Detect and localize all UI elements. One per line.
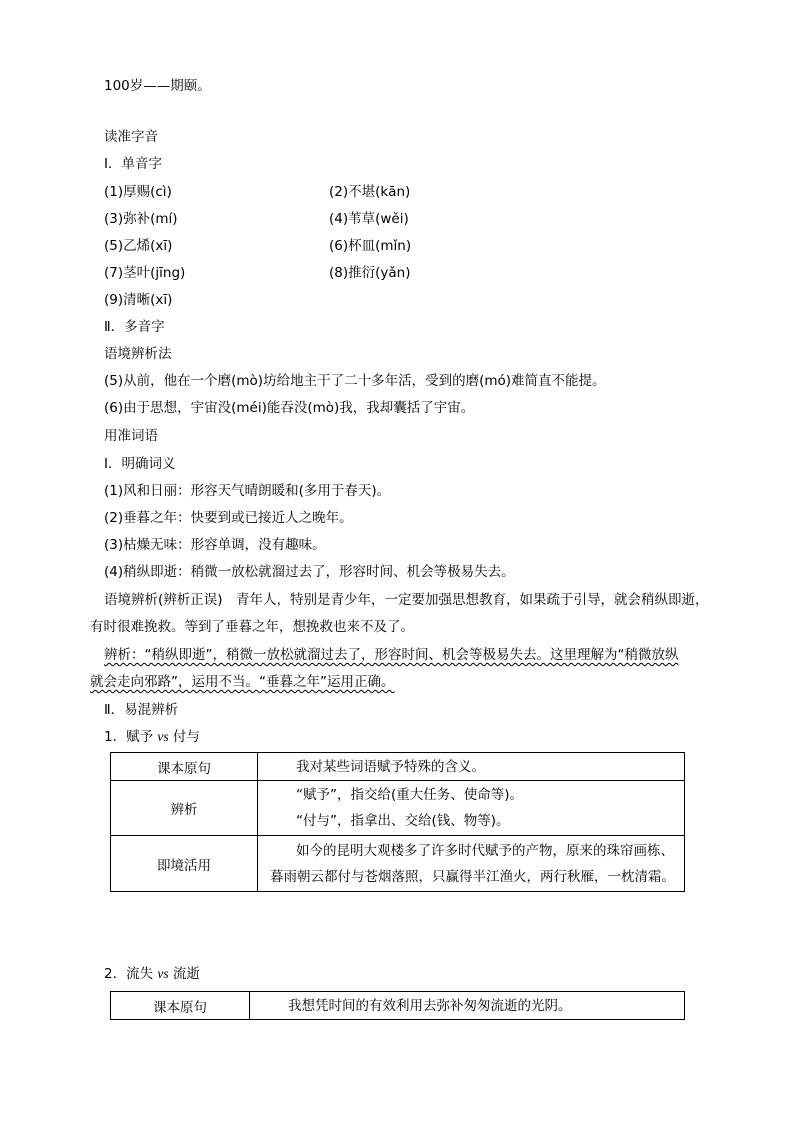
pair-title-b: 流逝 bbox=[168, 966, 200, 982]
section-words-heading: 用准词语 bbox=[104, 428, 158, 444]
pair-title bbox=[104, 728, 200, 746]
context-exercise-line: 有时很难挽救。等到了垂暮之年，想挽救也来不及了。 bbox=[90, 619, 414, 635]
meaning-item: (3)枯燥无味：形容单调，没有趣味。 bbox=[104, 537, 326, 553]
meaning-item: (2)垂暮之年：快要到或已接近人之晚年。 bbox=[104, 510, 353, 526]
analysis-line bbox=[90, 673, 394, 691]
pair-title-a: 1．赋予 bbox=[104, 729, 158, 745]
comparison-table-1 bbox=[110, 752, 685, 892]
vs-label: vs bbox=[157, 729, 169, 744]
section-pronunciation-heading: 读准字音 bbox=[104, 129, 158, 145]
cell-text: 如今的昆明大观楼多了许多时代赋予的产物，原来的珠帘画栋、 bbox=[296, 842, 674, 859]
cell-text: “赋予”，指交给(重大任务、使命等)。 bbox=[296, 787, 524, 803]
single-char-heading: Ⅰ．单音字 bbox=[104, 156, 162, 172]
cell-text: 我想凭时间的有效利用去弥补匆匆流逝的光阴。 bbox=[288, 997, 572, 1014]
table-content-cell bbox=[258, 836, 685, 892]
table-content-cell bbox=[258, 781, 685, 836]
comparison-table-2 bbox=[110, 991, 685, 1020]
vs-label: vs bbox=[157, 966, 169, 981]
single-item: (5)乙烯(xī) bbox=[104, 238, 173, 254]
single-item: (3)弥补(mí) bbox=[104, 211, 178, 227]
single-item: (8)推衍(yǎn) bbox=[329, 265, 411, 281]
analysis-text: 就会走向邪路”，运用不当。“垂暮之年”运用正确。 bbox=[90, 674, 395, 690]
table-content-cell bbox=[258, 753, 685, 781]
multi-method-label: 语境辨析法 bbox=[104, 346, 172, 362]
single-item: (6)杯皿(mǐn) bbox=[329, 238, 412, 254]
meaning-item: (4)稍纵即逝：稍微一放松就溜过去了，形容时间、机会等极易失去。 bbox=[104, 564, 515, 580]
multi-item: (5)从前，他在一个磨(mò)坊给地主干了二十多年活，受到的磨(mó)难简直不能提。 bbox=[104, 373, 606, 389]
table-head-cell: 即境活用 bbox=[111, 836, 258, 892]
single-item: (7)茎叶(jīng) bbox=[104, 265, 186, 281]
multi-char-heading: Ⅱ．多音字 bbox=[104, 319, 165, 335]
table-head-cell: 课本原句 bbox=[111, 753, 258, 781]
confuse-heading: Ⅱ．易混辨析 bbox=[104, 702, 179, 718]
context-exercise-line: 语境辨析(辨析正误) 青年人，特别是青少年，一定要加强思想教育，如果疏于引导，就会稍纵即逝， bbox=[104, 592, 709, 608]
table-content-cell bbox=[250, 992, 685, 1020]
table-head-cell: 课本原句 bbox=[111, 992, 250, 1020]
cell-text: 暮雨朝云都付与苍烟落照，只赢得半江渔火，两行秋雁，一枕清霜。 bbox=[270, 868, 675, 885]
pair-title-b: 付与 bbox=[168, 729, 200, 745]
cell-text: “付与”，指拿出、交给(钱、物等)。 bbox=[296, 813, 510, 829]
meaning-item: (1)风和日丽：形容天气晴朗暖和(多用于春天)。 bbox=[104, 483, 391, 499]
pair-title bbox=[104, 965, 200, 983]
intro-line: 100岁——期颐。 bbox=[104, 78, 211, 94]
meaning-heading: Ⅰ．明确词义 bbox=[104, 456, 176, 472]
cell-text: 我对某些词语赋予特殊的含义。 bbox=[296, 758, 485, 775]
table-head-cell: 辨析 bbox=[111, 781, 258, 836]
single-item: (4)苇草(wěi) bbox=[329, 211, 409, 227]
single-item: (1)厚赐(cì) bbox=[104, 184, 172, 200]
analysis-line bbox=[104, 646, 678, 664]
pair-title-a: 2．流失 bbox=[104, 966, 158, 982]
single-item: (2)不堪(kān) bbox=[329, 184, 411, 200]
multi-item: (6)由于思想，宇宙没(méi)能吞没(mò)我，我却囊括了宇宙。 bbox=[104, 400, 475, 416]
single-item: (9)清晰(xī) bbox=[104, 292, 173, 308]
analysis-text: 辨析：“稍纵即逝”，稍微一放松就溜过去了，形容时间、机会等极易失去。这里理解为“稍微放纵 bbox=[104, 647, 679, 663]
